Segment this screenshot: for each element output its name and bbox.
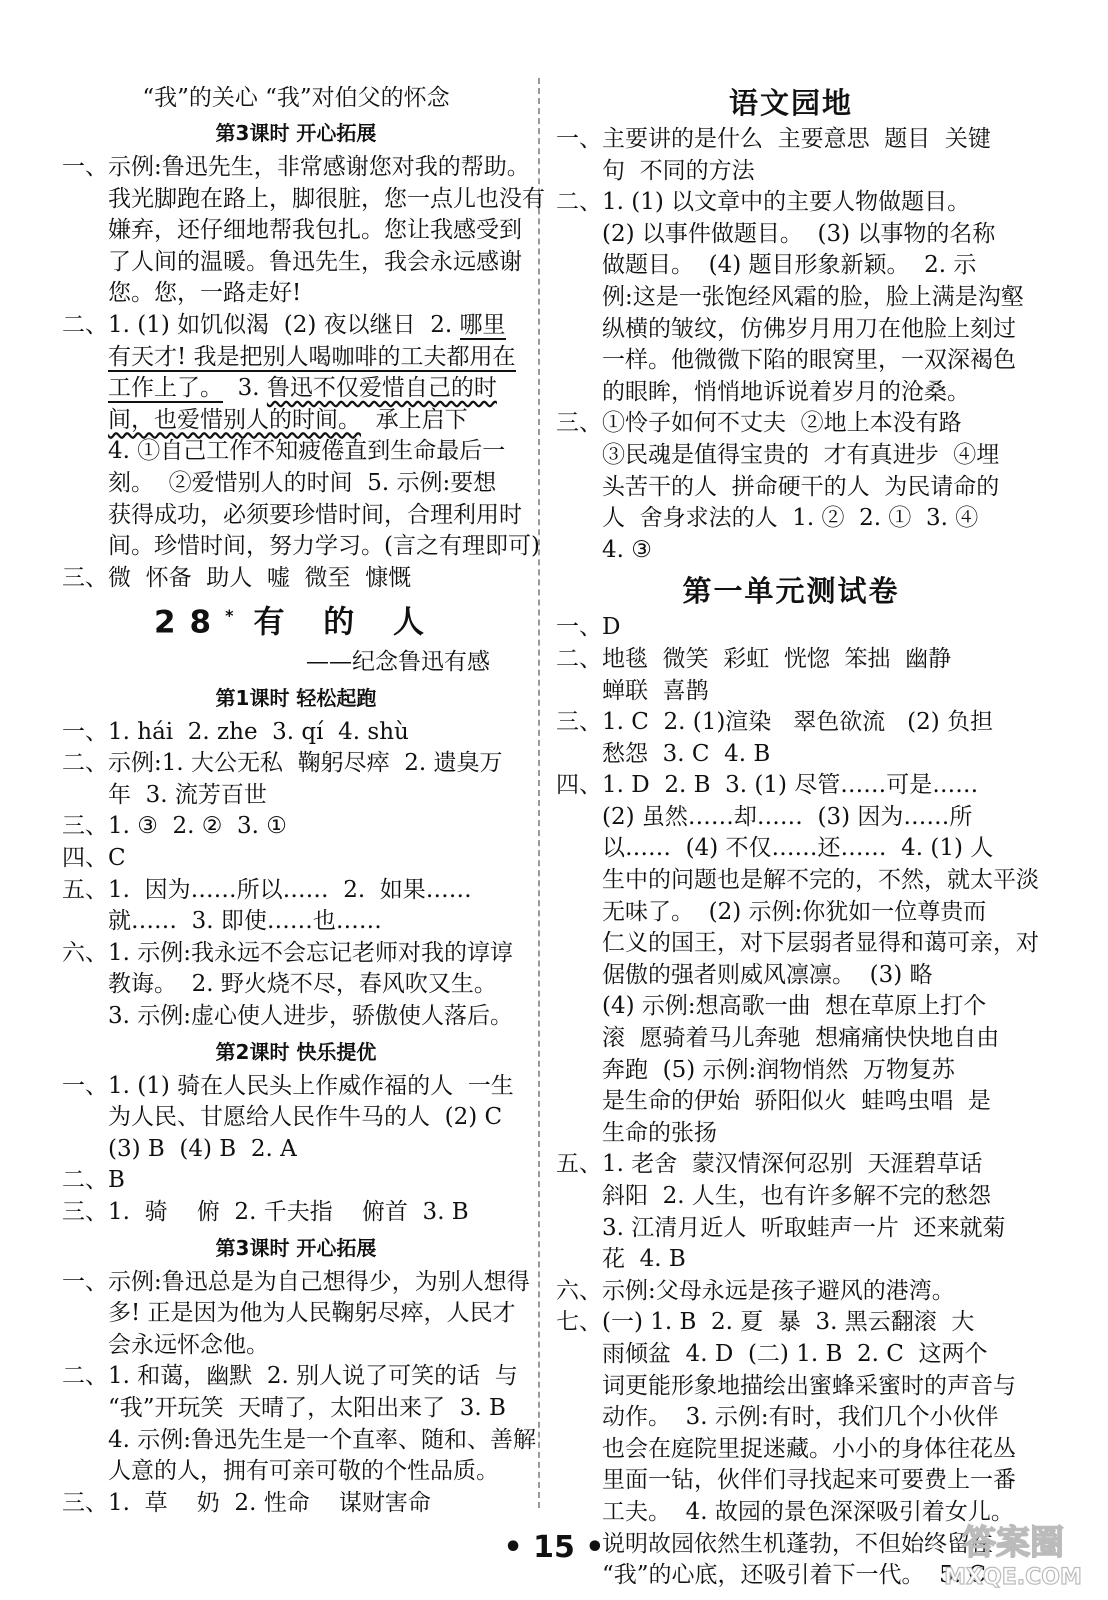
- lesson-title: 第3课时 开心拓展: [215, 1235, 377, 1260]
- lesson-title: 第3课时 开心拓展: [215, 121, 377, 145]
- answer-block: [62, 1071, 530, 1229]
- answer-line: 是生命的伊始 骄阳似火 蛙鸣虫唱 是: [602, 1088, 991, 1115]
- answer-line: 三、微 怀备 助人 嘘 微至 慷慨: [108, 563, 530, 595]
- answer-line: 刻。 ②爱惜别人的时间 5. 示例:要想: [108, 469, 497, 496]
- answer-line: 里面一钻，伙伴们寻找起来可要费上一番: [602, 1467, 1016, 1494]
- question-marker: 一、: [556, 126, 602, 152]
- watermark-logo: [938, 1512, 1088, 1590]
- answer-line: 获得成功，必须要珍惜时间，合理利用时: [108, 501, 522, 528]
- question-marker: 三、: [62, 813, 108, 840]
- wavy-underlined-answer: 间，也爱惜别人的时间。: [108, 406, 361, 433]
- answer-line: 间，也爱惜别人的时间。 承上启下: [108, 406, 468, 433]
- answer-line: 人意的人，拥有可亲可敬的个性品质。: [108, 1458, 499, 1485]
- answer-line: (4) 示例:想高歌一曲 想在草原上打个: [602, 993, 987, 1020]
- answer-block: [62, 152, 545, 310]
- question-marker: 三、: [62, 564, 108, 591]
- answer-line: 六、1. 示例:我永远不会忘记老师对我的谆谆: [108, 938, 530, 970]
- optional-lesson-mark: *: [225, 606, 234, 626]
- answer-line: 词更能形象地描绘出蜜蜂采蜜时的声音与: [602, 1372, 1016, 1399]
- answer-line: (2) 虽然……却…… (3) 因为……所: [602, 803, 973, 830]
- answer-line: 二、地毯 微笑 彩虹 恍惚 笨拙 幽静: [602, 644, 1026, 676]
- answer-line: 生命的张扬: [602, 1119, 717, 1146]
- answer-line: 以…… (4) 不仅……还…… 4. (1) 人: [602, 835, 994, 862]
- answer-line: (2) 以事件做题目。 (3) 以事物的名称: [602, 220, 996, 247]
- question-marker: 六、: [62, 939, 108, 966]
- question-marker: 二、: [556, 645, 602, 672]
- column-divider: [538, 78, 540, 1508]
- answer-line: 生中的问题也是解不完的，不然，就太平淡: [602, 867, 1039, 894]
- answer-line: “我”的心底，还吸引着下一代。 5. C: [602, 1562, 986, 1589]
- answer-line: 会永远怀念他。: [108, 1331, 269, 1358]
- answer-line: 一、1. (1) 骑在人民头上作威作福的人 一生: [108, 1071, 530, 1103]
- question-marker: 四、: [62, 845, 108, 872]
- answer-line: 嫌弃，还仔细地帮我包扎。您让我感受到: [108, 217, 522, 244]
- answer-line: 工作上了。 3. 鲁迅不仅爱惜自己的时: [108, 375, 497, 402]
- answer-block: [62, 1267, 537, 1520]
- answer-line: 二、B: [108, 1165, 530, 1197]
- answer-line: 就…… 3. 即使……也……: [108, 908, 382, 935]
- answer-line: 3. 示例:虚心使人进步，骄傲使人落后。: [108, 1002, 514, 1029]
- watermark-text-bottom: MXQE.COM: [944, 1565, 1082, 1590]
- answer-line: 4. 示例:鲁迅先生是一个直率、随和、善解: [108, 1426, 537, 1453]
- answer-line: 句 不同的方法: [602, 157, 755, 184]
- answer-line: 一、D: [602, 612, 1026, 644]
- watermark-text-top: 答案圈: [962, 1523, 1064, 1563]
- question-marker: 一、: [62, 1072, 108, 1099]
- answer-line: 做题目。 (4) 题目形象新颖。 2. 示: [602, 252, 977, 279]
- answer-line: 一、1. hái 2. zhe 3. qí 4. shù: [108, 717, 530, 749]
- answer-line: 滚 愿骑着马儿奔驰 想痛痛快快地自由: [602, 1025, 1000, 1052]
- answer-line: 二、1. (1) 以文章中的主要人物做题目。: [602, 187, 1026, 219]
- answer-line: 三、1. ③ 2. ② 3. ①: [108, 811, 530, 843]
- answer-line: 二、1. (1) 如饥似渴 (2) 夜以继日 2. 哪里: [108, 310, 530, 342]
- wavy-underlined-answer: 鲁迅不仅爱惜自己的时: [266, 375, 497, 402]
- previous-lesson-ending: “我”的关心 “我”对伯父的怀念: [142, 85, 450, 111]
- underlined-answer: 哪里: [459, 311, 506, 338]
- answer-line: 四、1. D 2. B 3. (1) 尽管……可是……: [602, 770, 1026, 802]
- page-number: • 15 •: [503, 1530, 605, 1565]
- lesson-28-title: 28* 有 的 人: [153, 604, 439, 641]
- answer-line: 斜阳 2. 人生，也有许多解不完的愁怨: [602, 1183, 991, 1209]
- question-marker: 二、: [62, 1363, 108, 1390]
- section-title-garden: 语文园地: [728, 86, 853, 120]
- answer-line: (3) B (4) B 2. A: [108, 1135, 297, 1162]
- answer-line: 3. 江清月近人 听取蛙声一片 还来就菊: [602, 1214, 1006, 1241]
- question-marker: 二、: [62, 1167, 108, 1194]
- answer-line: 的眼眸，悄悄地诉说着岁月的沧桑。: [602, 378, 970, 405]
- answer-line: 三、1. C 2. (1)渲染 翠色欲流 (2) 负担: [602, 707, 1026, 739]
- question-marker: 一、: [62, 718, 108, 745]
- answer-line: 五、1. 老舍 蒙汉情深何忍别 天涯碧草话: [602, 1149, 1026, 1181]
- question-marker: 二、: [62, 311, 108, 338]
- answer-block: [556, 124, 1026, 566]
- answer-block: [62, 717, 530, 1033]
- answer-line: “我”开玩笑 天晴了，太阳出来了 3. B: [108, 1394, 506, 1421]
- answer-block: [62, 310, 540, 563]
- answer-line: 二、1. 和蔼，幽默 2. 别人说了可笑的话 与: [108, 1361, 530, 1393]
- answer-line: 一样。他微微下陷的眼窝里，一双深褐色: [602, 347, 1016, 374]
- answer-line: 4. ①自己工作不知疲倦直到生命最后一: [108, 438, 506, 465]
- answer-line: 也会在庭院里捉迷藏。小小的身体往花丛: [602, 1435, 1016, 1462]
- answer-line: 仁义的国王，对下层弱者显得和蔼可亲，对: [602, 930, 1039, 957]
- answer-line: 五、1. 因为……所以…… 2. 如果……: [108, 875, 530, 907]
- answer-line: 雨倾盆 4. D (二) 1. B 2. C 这两个: [602, 1340, 988, 1367]
- question-marker: 三、: [62, 1489, 108, 1516]
- answer-line: 二、示例:1. 大公无私 鞠躬尽瘁 2. 遗臭万: [108, 748, 530, 780]
- lesson-28-subtitle: ——纪念鲁迅有感: [306, 648, 490, 675]
- answer-line: 年 3. 流芳百世: [108, 781, 267, 808]
- answer-line: 倨傲的强者则威风凛凛。 (3) 略: [602, 961, 933, 988]
- answer-line: 动作。 3. 示例:有时，我们几个小伙伴: [602, 1404, 999, 1431]
- answer-line: 一、示例:鲁迅总是为自己想得少，为别人想得: [108, 1267, 530, 1299]
- answer-line: 一、主要讲的是什么 主要意思 题目 关键: [602, 124, 1026, 156]
- answer-block: [62, 563, 530, 595]
- question-marker: 四、: [556, 772, 602, 799]
- answer-line: 4. ③: [602, 536, 652, 563]
- answer-line: 人 舍身求法的人 1. ② 2. ① 3. ④: [602, 505, 979, 532]
- right-column: [556, 82, 1039, 1592]
- question-marker: 三、: [62, 1198, 108, 1225]
- question-marker: 二、: [556, 189, 602, 216]
- answer-line: [108, 342, 530, 374]
- question-marker: 五、: [556, 1151, 602, 1178]
- question-marker: 一、: [62, 1268, 108, 1295]
- answer-line: 四、C: [108, 843, 530, 875]
- question-marker: 六、: [556, 1277, 602, 1304]
- answer-line: 三、1. 骑 俯 2. 千夫指 俯首 3. B: [108, 1197, 530, 1229]
- underlined-answer: 工作上了。: [108, 375, 223, 402]
- answer-line: 为人民、甘愿给人民作牛马的人 (2) C: [108, 1104, 503, 1131]
- question-marker: 七、: [556, 1309, 602, 1336]
- answer-line: 三、1. 草 奶 2. 性命 谋财害命: [108, 1488, 530, 1520]
- answer-block: [556, 612, 1039, 1591]
- answer-line: 蝉联 喜鹊: [602, 677, 709, 704]
- left-column: [62, 82, 545, 1519]
- answer-line: 七、(一) 1. B 2. 夏 暴 3. 黑云翻滚 大: [602, 1307, 1026, 1339]
- answer-line: 多! 正是因为他为人民鞠躬尽瘁，人民才: [108, 1300, 516, 1327]
- answer-line: 您。您，一路走好!: [108, 280, 302, 307]
- answer-line: 间。珍惜时间，努力学习。(言之有理即可): [108, 533, 540, 560]
- answer-line: 愁怨 3. C 4. B: [602, 740, 771, 767]
- answer-line: 纵横的皱纹，仿佛岁月用刀在他脸上刻过: [602, 315, 1016, 342]
- answer-line: 说明故园依然生机蓬勃，不但始终留在: [602, 1530, 993, 1557]
- answer-line: 一、示例:鲁迅先生，非常感谢您对我的帮助。: [108, 152, 530, 184]
- answer-line: 头苦干的人 拼命硬干的人 为民请命的: [602, 473, 1000, 500]
- section-title-unit-test: 第一单元测试卷: [682, 574, 900, 609]
- question-marker: 三、: [556, 410, 602, 437]
- answer-line: 奔跑 (5) 示例:润物悄然 万物复苏: [602, 1056, 955, 1083]
- question-marker: 一、: [556, 614, 602, 641]
- answer-line: 无味了。 (2) 示例:你犹如一位尊贵而: [602, 898, 987, 925]
- question-marker: 五、: [62, 876, 108, 903]
- question-marker: 三、: [556, 709, 602, 736]
- lesson-title: 第2课时 快乐提优: [215, 1039, 377, 1064]
- answer-line: 花 4. B: [602, 1246, 686, 1273]
- answer-line: 三、①怜子如何不丈夫 ②地上本没有路: [602, 408, 1026, 440]
- underlined-answer: 有天才! 我是把别人喝咖啡的工夫都用在: [108, 343, 516, 370]
- question-marker: 一、: [62, 154, 108, 180]
- lesson-title: 第1课时 轻松起跑: [215, 685, 377, 710]
- answer-line: 教诲。 2. 野火烧不尽，春风吹又生。: [108, 971, 497, 998]
- answer-line: 例:这是一张饱经风霜的脸，脸上满是沟壑: [602, 283, 1024, 310]
- answer-line: 工夫。 4. 故园的景色深深吸引着女儿。: [602, 1498, 1014, 1525]
- question-marker: 二、: [62, 750, 108, 777]
- answer-line: 六、示例:父母永远是孩子避风的港湾。: [602, 1276, 1026, 1308]
- answer-line: 我光脚跑在路上，脚很脏，您一点儿也没有: [108, 185, 545, 212]
- answer-line: ③民魂是值得宝贵的 才有真进步 ④埋: [602, 441, 1000, 468]
- answer-line: 了人间的温暖。鲁迅先生，我会永远感谢: [108, 248, 522, 275]
